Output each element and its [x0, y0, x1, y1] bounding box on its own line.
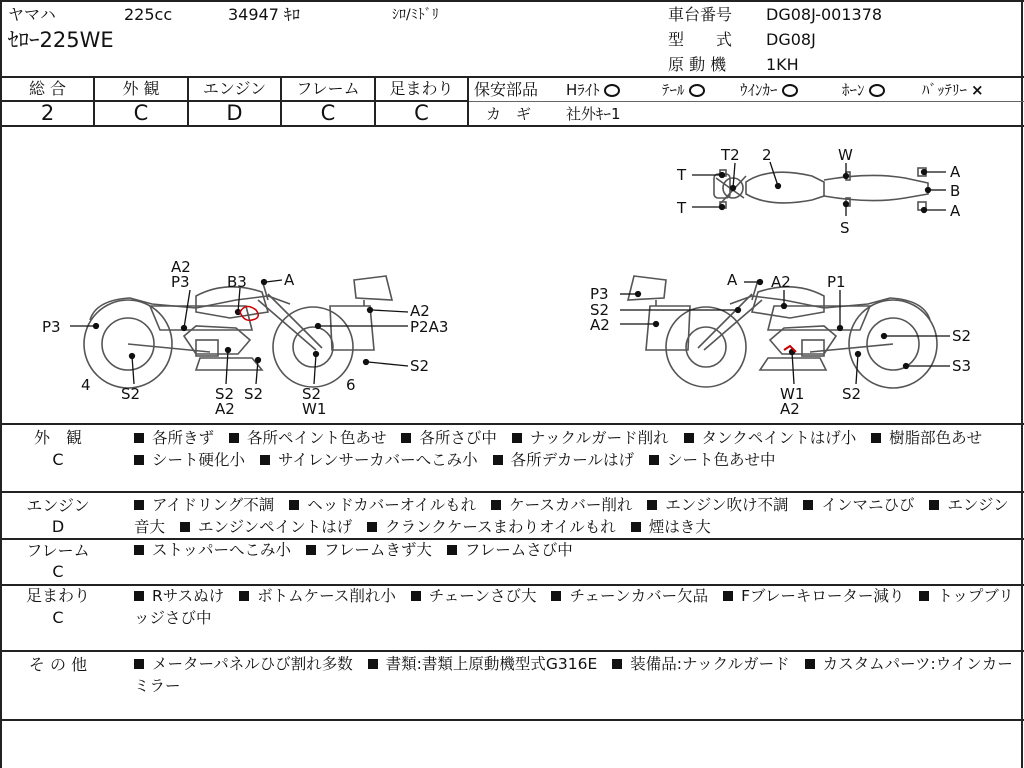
diagram-label: S2	[410, 357, 430, 375]
note-item	[647, 496, 788, 514]
note-item	[260, 451, 478, 469]
diagram-label: S	[840, 219, 850, 237]
note-item	[803, 496, 914, 514]
note-text: タンクペイントはげ小	[701, 429, 857, 447]
diagram-label: 4	[81, 376, 91, 394]
note-text: アイドリング不調	[152, 496, 275, 514]
square-bullet-icon	[919, 591, 929, 601]
diagram-label: A2	[171, 258, 191, 276]
type-value: DG08J	[766, 30, 816, 49]
grade-exterior-label: 外 観	[122, 79, 160, 98]
diagram-label: A2	[410, 302, 430, 320]
note-text: ボトムケース削れ小	[257, 587, 396, 605]
square-bullet-icon	[134, 455, 144, 465]
note-item	[512, 429, 669, 447]
note-item	[649, 451, 776, 469]
diagram-label: 2	[762, 146, 772, 164]
square-bullet-icon	[134, 545, 144, 555]
diagram-label: A	[284, 271, 295, 289]
grade-suspension-label: 足まわり	[389, 79, 454, 98]
square-bullet-icon	[871, 433, 881, 443]
safety-item-battery: ﾊﾞｯﾃﾘｰ ×	[922, 81, 984, 99]
note-text: フレームさび中	[464, 541, 573, 559]
diagram-label: S2	[302, 385, 322, 403]
border-right	[1021, 0, 1023, 768]
section-engine-notes	[134, 494, 1014, 538]
diagram-label: W	[838, 146, 853, 164]
note-text: ヘッドカバーオイルもれ	[307, 496, 477, 514]
note-item	[134, 655, 353, 673]
note-text: サイレンサーカバーへこみ小	[277, 451, 478, 469]
frame-no-label: 車台番号	[668, 5, 733, 24]
section-other-notes	[134, 653, 1014, 697]
note-item	[493, 451, 634, 469]
note-text: Rサスぬけ	[152, 587, 225, 605]
diagram-label: B	[950, 182, 961, 200]
diagram-label: S3	[952, 357, 972, 375]
section-exterior-grade: C	[52, 450, 64, 469]
square-bullet-icon	[368, 659, 378, 669]
note-text: 装備品:ナックルガード	[630, 655, 790, 673]
line-diagram-bottom	[0, 423, 1024, 425]
note-text: エンジン吹け不調	[665, 496, 789, 514]
diagram-label: A	[950, 202, 961, 220]
type-label: 型 式	[668, 30, 733, 49]
diagram-label: P3	[590, 285, 609, 303]
circle-icon	[604, 84, 620, 97]
section-suspension-grade: C	[52, 608, 64, 627]
safety-item-horn: ﾎｰﾝ	[842, 80, 885, 100]
diagram-label: W1	[302, 400, 327, 418]
section-frame-notes	[134, 539, 1014, 561]
note-item	[134, 587, 224, 605]
section-suspension-notes	[134, 585, 1014, 629]
circle-icon	[782, 84, 798, 97]
square-bullet-icon	[929, 500, 939, 510]
diagram-label: S2	[842, 385, 862, 403]
note-item	[239, 587, 396, 605]
section-frame-label: フレーム	[26, 541, 90, 560]
note-text: クランクケースまわりオイルもれ	[385, 518, 616, 536]
note-text: 煙はき大	[648, 518, 711, 536]
note-item	[631, 518, 711, 536]
section-suspension-label: 足まわり	[25, 586, 90, 605]
diagram-label: A2	[771, 273, 791, 291]
diagram-label: P1	[827, 273, 846, 291]
diagram-label: T	[677, 199, 687, 217]
safety-label: 保安部品	[474, 80, 539, 99]
square-bullet-icon	[647, 500, 657, 510]
line-sec1-bottom	[0, 491, 1024, 493]
bike-top-view	[714, 168, 928, 210]
note-text: 書類:書類上原動機型式G316E	[385, 655, 598, 673]
diagram-label: A2	[590, 316, 610, 334]
section-exterior-label: 外 観	[33, 428, 82, 447]
note-text: 各所きず	[152, 429, 215, 447]
square-bullet-icon	[803, 500, 813, 510]
line-safety-mid	[468, 101, 1024, 102]
diagram-label: W1	[780, 385, 805, 403]
diagram-label: S2	[215, 385, 235, 403]
note-text: フレームきず大	[323, 541, 432, 559]
grade-total-label: 総 合	[28, 79, 67, 98]
square-bullet-icon	[805, 659, 815, 669]
square-bullet-icon	[134, 591, 144, 601]
diagram-label: A	[950, 163, 961, 181]
diagram-label: P3	[171, 273, 190, 291]
square-bullet-icon	[447, 545, 457, 555]
square-bullet-icon	[612, 659, 622, 669]
model-name: ｾﾛｰ225WE	[8, 28, 114, 52]
note-item	[551, 587, 708, 605]
note-text: シート色あせ中	[666, 451, 776, 469]
note-text: ストッパーへこみ小	[152, 541, 292, 559]
note-item	[134, 429, 214, 447]
diagram-label: A2	[780, 400, 800, 418]
note-text: カスタムパーツ:ウインカー ミラー	[134, 655, 1013, 695]
note-item	[134, 451, 245, 469]
diagram-label: S2	[121, 385, 141, 403]
square-bullet-icon	[239, 591, 249, 601]
note-text: 各所ペイント色あせ	[246, 429, 387, 447]
note-text: 樹脂部色あせ	[889, 429, 983, 447]
note-text: エンジンペイントはげ	[197, 518, 353, 536]
diagram-label: S2	[244, 385, 264, 403]
diagram-label: A2	[215, 400, 235, 418]
square-bullet-icon	[411, 591, 421, 601]
safety-item-tail: ﾃｰﾙ	[662, 80, 705, 100]
note-text: 各所デカールはげ	[510, 451, 634, 469]
square-bullet-icon	[134, 433, 144, 443]
note-item	[180, 518, 352, 536]
circle-icon	[869, 84, 885, 97]
line-header-bottom	[0, 76, 1024, 78]
bike-left-view	[84, 276, 392, 388]
line-sec4-bottom	[0, 650, 1024, 652]
col-line-5	[467, 77, 469, 125]
square-bullet-icon	[401, 433, 411, 443]
diagram-label: P3	[42, 318, 61, 336]
note-item	[684, 429, 857, 447]
note-item	[134, 541, 291, 559]
square-bullet-icon	[493, 455, 503, 465]
grade-engine-label: エンジン	[202, 79, 267, 98]
square-bullet-icon	[551, 591, 561, 601]
note-text: インマニひび	[821, 496, 915, 514]
section-engine-grade: D	[51, 517, 65, 536]
square-bullet-icon	[684, 433, 694, 443]
note-item	[368, 655, 598, 673]
key-label: カ ギ	[486, 105, 532, 123]
grade-exterior-value: C	[133, 101, 149, 125]
note-item	[411, 587, 537, 605]
border-top	[0, 0, 1024, 2]
diagram-label: P2A3	[410, 318, 449, 336]
note-item	[723, 587, 904, 605]
note-item	[289, 496, 476, 514]
diagram-label: A	[727, 271, 738, 289]
grade-frame-label: フレーム	[296, 79, 360, 98]
color: ｼﾛ/ﾐﾄﾞﾘ	[392, 7, 439, 23]
frame-no: DG08J-001378	[766, 5, 883, 24]
engine-label: 原 動 機	[668, 55, 727, 74]
diagram-label: S2	[952, 327, 972, 345]
square-bullet-icon	[180, 522, 190, 532]
note-item	[401, 429, 497, 447]
diagram-label: 6	[346, 376, 356, 394]
note-text: シート硬化小	[152, 451, 246, 469]
square-bullet-icon	[723, 591, 733, 601]
damage-diagram	[0, 127, 1020, 421]
diagram-label: T	[677, 166, 687, 184]
note-item	[229, 429, 387, 447]
grade-frame-value: C	[320, 101, 336, 125]
square-bullet-icon	[512, 433, 522, 443]
diagram-label: S2	[590, 301, 610, 319]
note-text: ケースカバー削れ	[509, 496, 633, 514]
diagram-label: B3	[227, 273, 247, 291]
note-item	[367, 518, 616, 536]
grade-engine-value: D	[226, 101, 243, 125]
safety-item-headlight: Hﾗｲﾄ	[566, 80, 620, 100]
note-item	[871, 429, 982, 447]
note-item	[306, 541, 432, 559]
note-item	[134, 496, 274, 514]
note-text: チェーンカバー欠品	[569, 587, 709, 605]
section-engine-label: エンジン	[26, 496, 90, 515]
grade-suspension-value: C	[414, 101, 429, 125]
mileage: 34947 ｷﾛ	[228, 5, 300, 24]
square-bullet-icon	[367, 522, 377, 532]
note-item	[447, 541, 573, 559]
safety-item-winker: ｳｲﾝｶｰ	[740, 80, 798, 100]
grade-total-value: 2	[40, 101, 55, 125]
square-bullet-icon	[134, 500, 144, 510]
square-bullet-icon	[289, 500, 299, 510]
diagram-label: T2	[721, 146, 740, 164]
note-text: エンジン音大	[134, 496, 1009, 536]
note-item	[491, 496, 632, 514]
note-text: チェーンさび大	[428, 587, 537, 605]
square-bullet-icon	[649, 455, 659, 465]
displacement: 225cc	[124, 5, 173, 24]
key-value: 社外ｷｰ1	[566, 105, 621, 123]
note-text: トップブリッジさび中	[134, 587, 1014, 627]
section-other-label: そ の 他	[28, 655, 88, 674]
note-text: Fブレーキローター減り	[741, 587, 905, 605]
x-icon: ×	[971, 81, 984, 99]
note-text: ナックルガード削れ	[529, 429, 669, 447]
maker: ヤマハ	[8, 5, 56, 24]
note-text: メーターパネルひび割れ多数	[152, 655, 353, 673]
line-sec5-bottom	[0, 719, 1024, 721]
circle-icon	[689, 84, 705, 97]
square-bullet-icon	[631, 522, 641, 532]
engine-value: 1KH	[766, 55, 799, 74]
square-bullet-icon	[306, 545, 316, 555]
note-item	[612, 655, 789, 673]
note-text: 各所さび中	[419, 429, 497, 447]
square-bullet-icon	[134, 659, 144, 669]
section-exterior-notes	[134, 427, 1014, 471]
section-frame-grade: C	[52, 562, 64, 581]
bike-right-view	[628, 276, 937, 388]
square-bullet-icon	[491, 500, 501, 510]
square-bullet-icon	[260, 455, 270, 465]
square-bullet-icon	[229, 433, 239, 443]
